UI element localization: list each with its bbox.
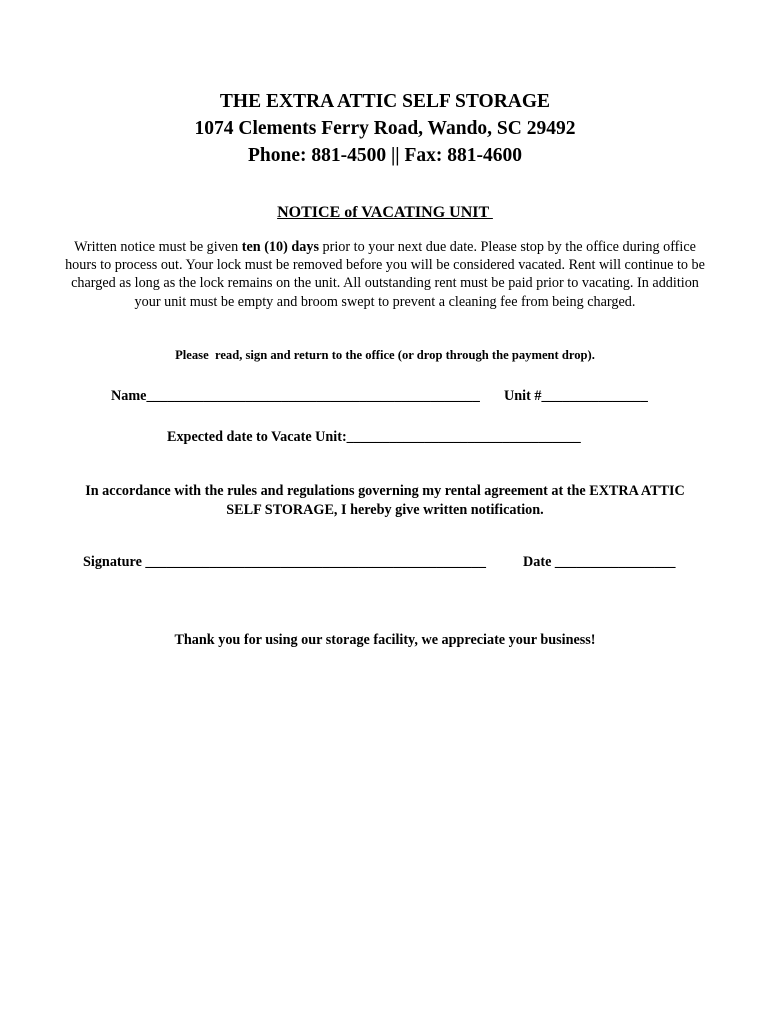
name-field[interactable]: Name_______________________________________________ <box>111 388 480 404</box>
notice-body-part2: prior to your next due date. Please stop by the office during office hours to process out. Your lock must be removed before you will be considered vacated. Rent will continue to be charged as long as the lock remains on the unit. All outstanding rent must be paid prior to vacating. In addition your unit must be empty and broom swept to prevent a cleaning fee from being charged. <box>65 239 705 310</box>
notice-title <box>0 201 770 225</box>
notice-period: ten (10) days <box>241 239 319 255</box>
unit-number-field[interactable]: Unit #_______________ <box>504 388 648 404</box>
thank-you-note: Thank you for using our storage facility, we appreciate your business! <box>174 632 596 648</box>
company-phone-fax: Phone: 881-4500 || Fax: 881-4600 <box>248 145 522 166</box>
notice-body-part1: Written notice must be given <box>74 239 242 255</box>
letterhead <box>0 88 770 169</box>
accordance-statement: In accordance with the rules and regulations governing my rental agreement at the EXTRA ATTIC SELF STORAGE, I hereby give written notification. <box>85 483 685 518</box>
company-address: 1074 Clements Ferry Road, Wando, SC 29492 <box>194 118 576 139</box>
signature-field[interactable]: Signature ________________________________________________ <box>83 554 486 570</box>
return-instruction: Please read, sign and return to the office (or drop through the payment drop). <box>175 348 595 362</box>
company-name: THE EXTRA ATTIC SELF STORAGE <box>219 91 551 112</box>
notice-body <box>62 238 708 311</box>
vacate-date-field[interactable]: Expected date to Vacate Unit:_________________________________ <box>167 429 581 445</box>
date-field[interactable]: Date _________________ <box>523 554 676 570</box>
notice-title-text: NOTICE of VACATING UNIT <box>277 204 493 221</box>
